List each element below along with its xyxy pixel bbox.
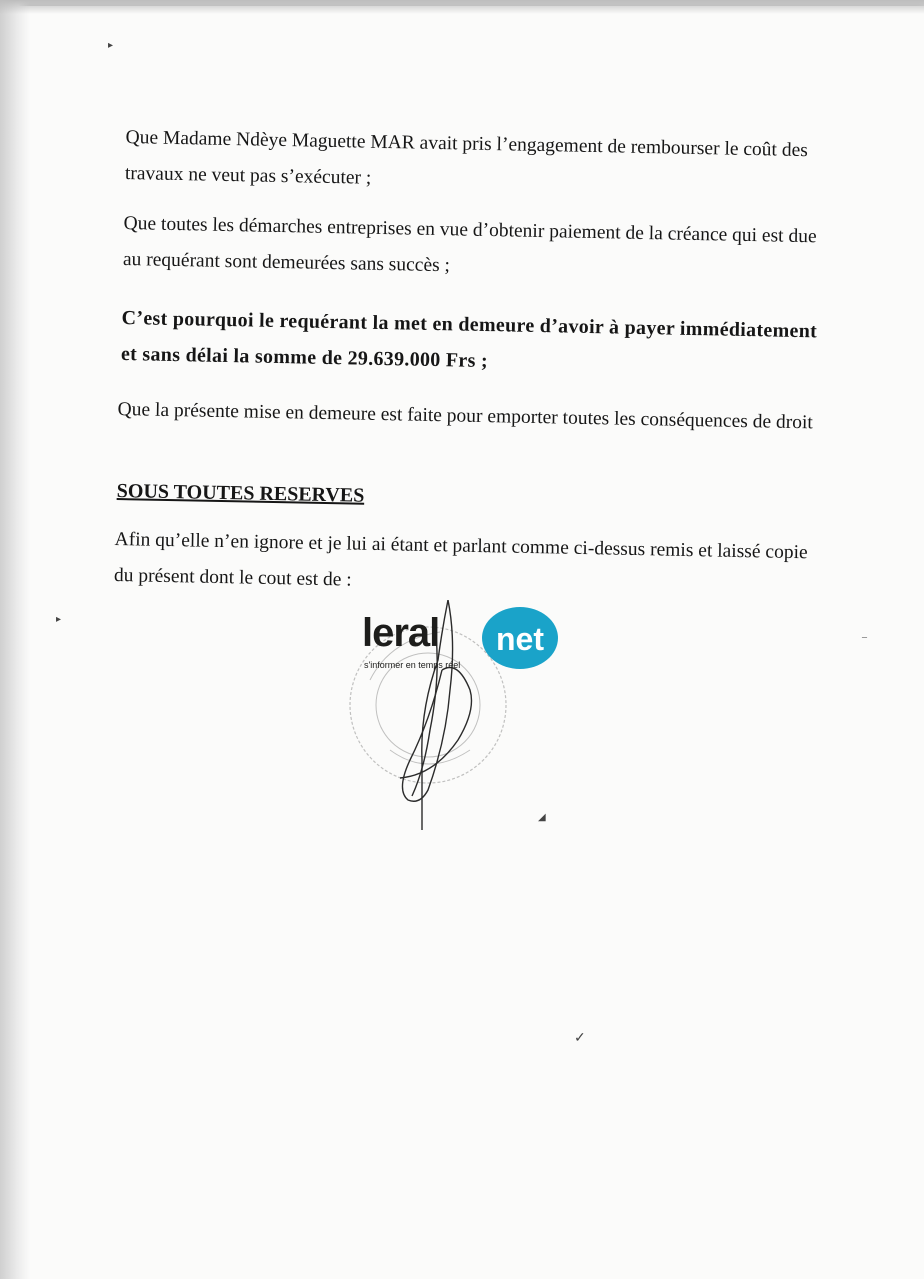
paragraph-copie: Afin qu’elle n’en ignore et je lui ai étant et parlant comme ci-dessus remis et laissé copie du présent dont le cout est de :	[113, 528, 808, 591]
paragraph-mise-en-demeure: C’est pourquoi le requérant la met en demeure d’avoir à payer immédiatement et sans délai la somme de 29.639.000 Frs ;	[120, 306, 818, 373]
scan-speck: ◢	[538, 812, 546, 823]
paragraph-demarches: Que toutes les démarches entreprises en vue d’obtenir paiement de la créance qui est due au requérant sont demeurées sans succès ;	[122, 212, 817, 277]
paragraph-engagement: Que Madame Ndèye Maguette MAR avait pris l’engagement de rembourser le coût des travaux ne veut pas s’exécuter ;	[124, 126, 809, 189]
ink-mark: ✓	[574, 1031, 586, 1046]
svg-text:leral: leral	[362, 611, 440, 655]
svg-text:s'informer en temps réel: s'informer en temps réel	[364, 660, 461, 670]
paragraph-consequences: Que la présente mise en demeure est faite pour emporter toutes les conséquences de droit	[117, 398, 813, 434]
heading-reserves: SOUS TOUTES RESERVES	[116, 480, 365, 507]
svg-text:net: net	[496, 621, 544, 657]
scan-speck: –	[862, 632, 867, 643]
scan-speck: ▸	[56, 614, 62, 625]
leral-net-watermark-logo	[360, 606, 560, 676]
scan-speck: ▸	[108, 40, 114, 51]
scan-left-edge	[0, 0, 30, 1279]
scan-top-edge	[0, 0, 924, 14]
